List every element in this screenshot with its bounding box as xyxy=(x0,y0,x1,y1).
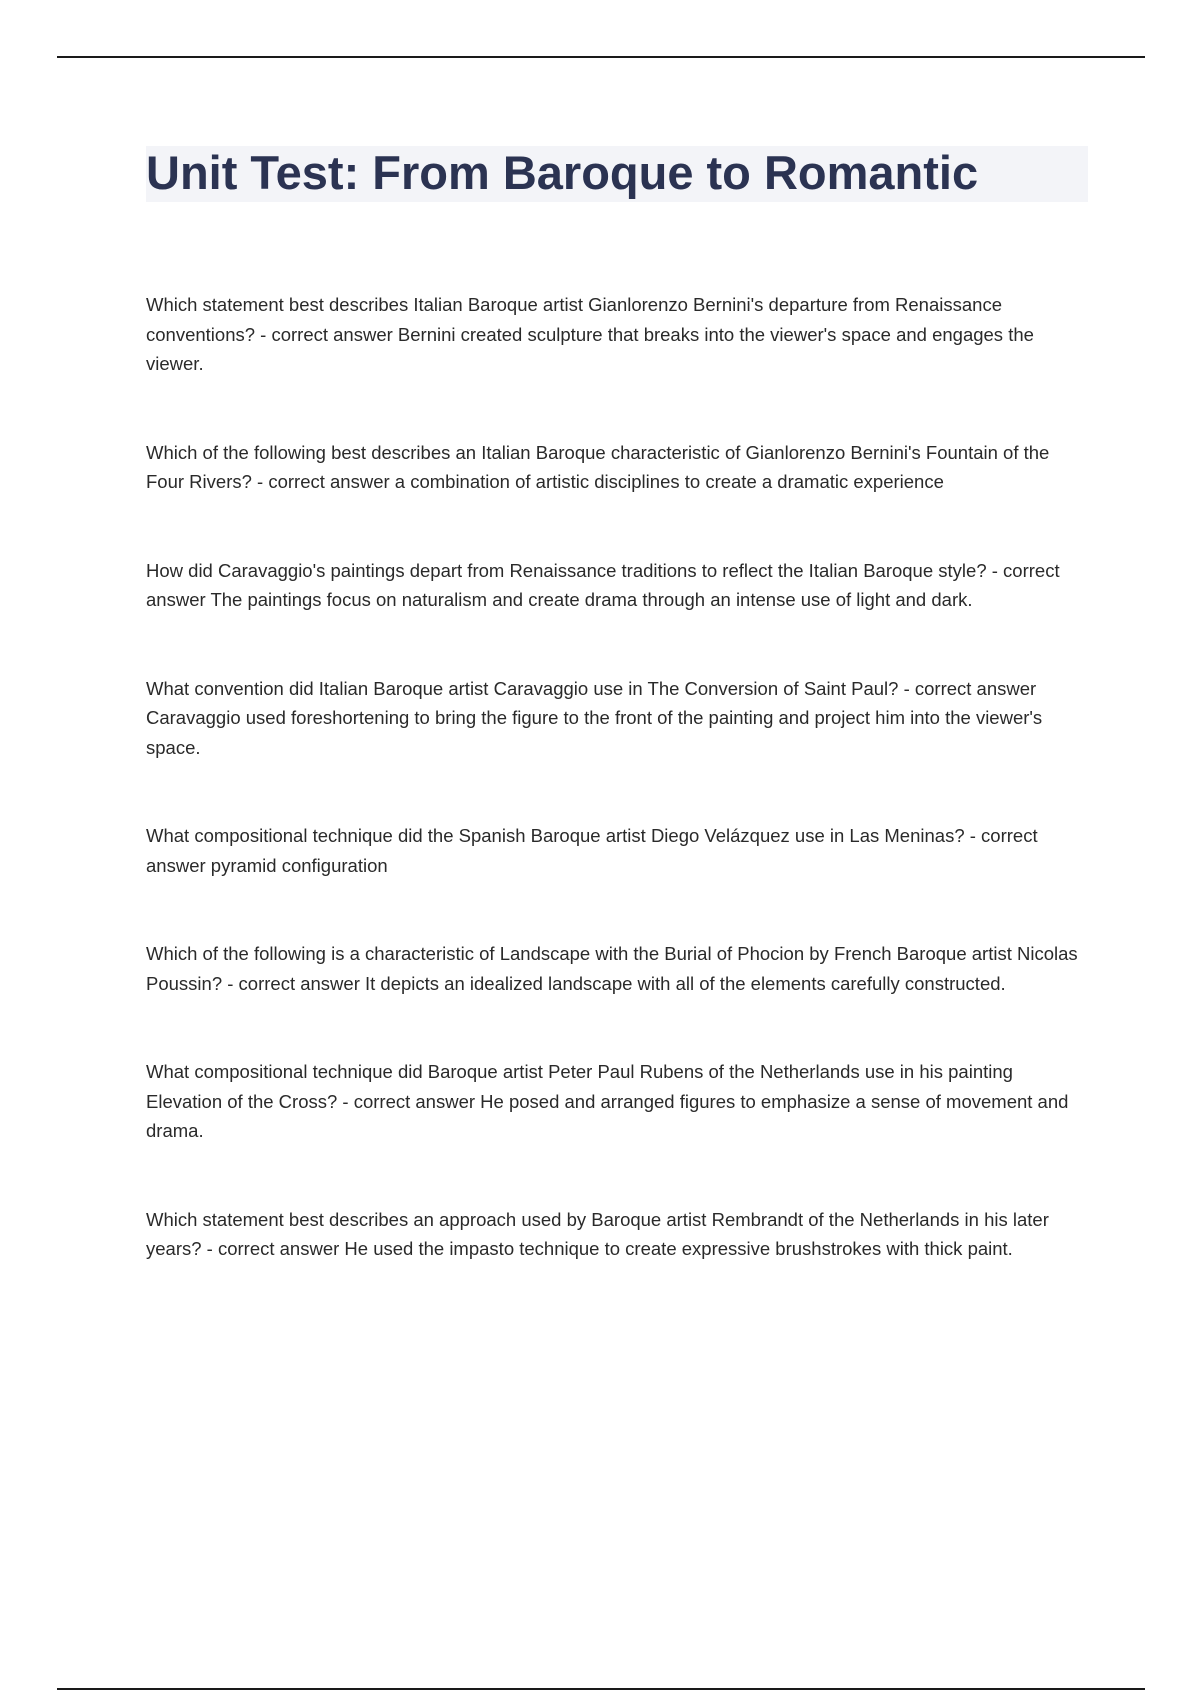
question-answer-list xyxy=(146,290,1086,1323)
qa-item-4: What convention did Italian Baroque artist Caravaggio use in The Conversion of Saint Paul? - correct answer Caravaggio used foreshortening to bring the figure to the front of the painting and project him into the viewer's space. xyxy=(146,677,1043,758)
document-title: Unit Test: From Baroque to Romantic xyxy=(146,146,979,199)
qa-item-1: Which statement best describes Italian Baroque artist Gianlorenzo Bernini's departure from Renaissance conventions? - correct answer Bernini created sculpture that breaks into the viewer's space and engages the viewer. xyxy=(146,294,1034,374)
top-rule xyxy=(57,56,1145,58)
qa-item-5: What compositional technique did the Spanish Baroque artist Diego Velázquez use in Las Meninas? - correct answer pyramid configuration xyxy=(146,825,1038,876)
bottom-rule xyxy=(57,1688,1145,1690)
qa-item-2: Which of the following best describes an Italian Baroque characteristic of Gianlorenzo Bernini's Fountain of the Four Rivers? - correct answer a combination of artistic disciplines to create a dramatic experience xyxy=(146,441,1050,492)
qa-item-7: What compositional technique did Baroque artist Peter Paul Rubens of the Netherlands use in his painting Elevation of the Cross? - correct answer He posed and arranged figures to emphasize a sense of movement and drama. xyxy=(146,1061,1069,1141)
qa-item-6: Which of the following is a characteristic of Landscape with the Burial of Phocion by French Baroque artist Nicolas Poussin? - correct answer It depicts an idealized landscape with all of the elements carefully constructed. xyxy=(146,943,1078,994)
qa-item-8: Which statement best describes an approach used by Baroque artist Rembrandt of the Netherlands in his later years? - correct answer He used the impasto technique to create expressive brushstrokes with thick paint. xyxy=(146,1208,1049,1259)
qa-item-3: How did Caravaggio's paintings depart from Renaissance traditions to reflect the Italian Baroque style? - correct answer The paintings focus on naturalism and create drama through an intense use of light and dark. xyxy=(146,559,1060,610)
